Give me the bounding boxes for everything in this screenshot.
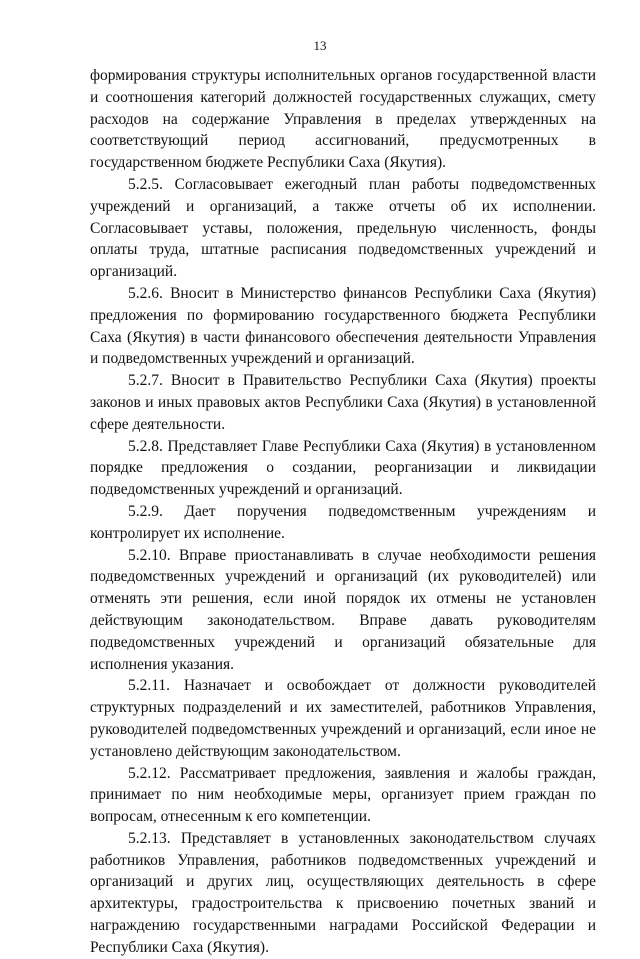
paragraph-5-2-7: 5.2.7. Вносит в Правительство Республики Саха (Якутия) проекты законов и иных правовых актов Республики Саха (Якутия) в установленной сфере деятельности. [90,372,596,433]
page-number: 13 [313,38,327,53]
paragraph-5-2-8: 5.2.8. Представляет Главе Республики Саха (Якутия) в установленном порядке предложения о создании, реорганизации и ликвидации подведомственных учреждений и организаций. [90,437,596,499]
paragraph-5-2-12: 5.2.12. Рассматривает предложения, заявления и жалобы граждан, принимает по ним необходимые меры, организует прием граждан по вопросам, отнесенным к его компетенции. [90,764,596,826]
paragraph-5-2-6: 5.2.6. Вносит в Министерство финансов Республики Саха (Якутия) предложения по формированию государственного бюджета Республики Саха (Якутия) в части финансового обеспечения деятельности Управления и подведомственных учреждений и организаций. [90,284,596,368]
paragraph-5-2-5: 5.2.5. Согласовывает ежегодный план работы подведомственных учреждений и организаций, а также отчеты об их исполнении. Согласовывает уставы, положения, предельную численность, фонды оплаты труда, штатные расписания подведомственных учреждений и организаций. [90,175,596,281]
paragraph-5-2-11: 5.2.11. Назначает и освобождает от должности руководителей структурных подразделений и их заместителей, работников Управления, руководителей подведомственных учреждений и организаций, если иное не установлено действующим законодательством. [90,677,596,760]
paragraph-5-2-9: 5.2.9. Дает поручения подведомственным учреждениям и контролирует их исполнение. [90,502,596,542]
paragraph-5-2-10: 5.2.10. Вправе приостанавливать в случае необходимости решения подведомственных учреждений и организаций (их руководителей) или отменять эти решения, если иной порядок их отмены не установлен действующим законодательством. Вправе давать руководителям подведомственных учреждений и организаций обязательные для исполнения указания. [90,546,596,673]
document-body [90,65,596,959]
paragraph-5-2-13: 5.2.13. Представляет в установленных законодательством случаях работников Управления, работников подведомственных учреждений и организаций и других лиц, осуществляющих деятельность в сфере архитектуры, градостроительства к присвоению почетных званий и награждению государственными наградами Российской Федерации и Республики Саха (Якутия). [90,829,596,956]
paragraph-continuation: формирования структуры исполнительных органов государственной власти и соотношения категорий должностей государственных служащих, смету расходов на содержание Управления в пределах утвержденных на соответствующий период ассигнований, предусмотренных в государственном бюджете Республики Саха (Якутия). [90,67,596,172]
